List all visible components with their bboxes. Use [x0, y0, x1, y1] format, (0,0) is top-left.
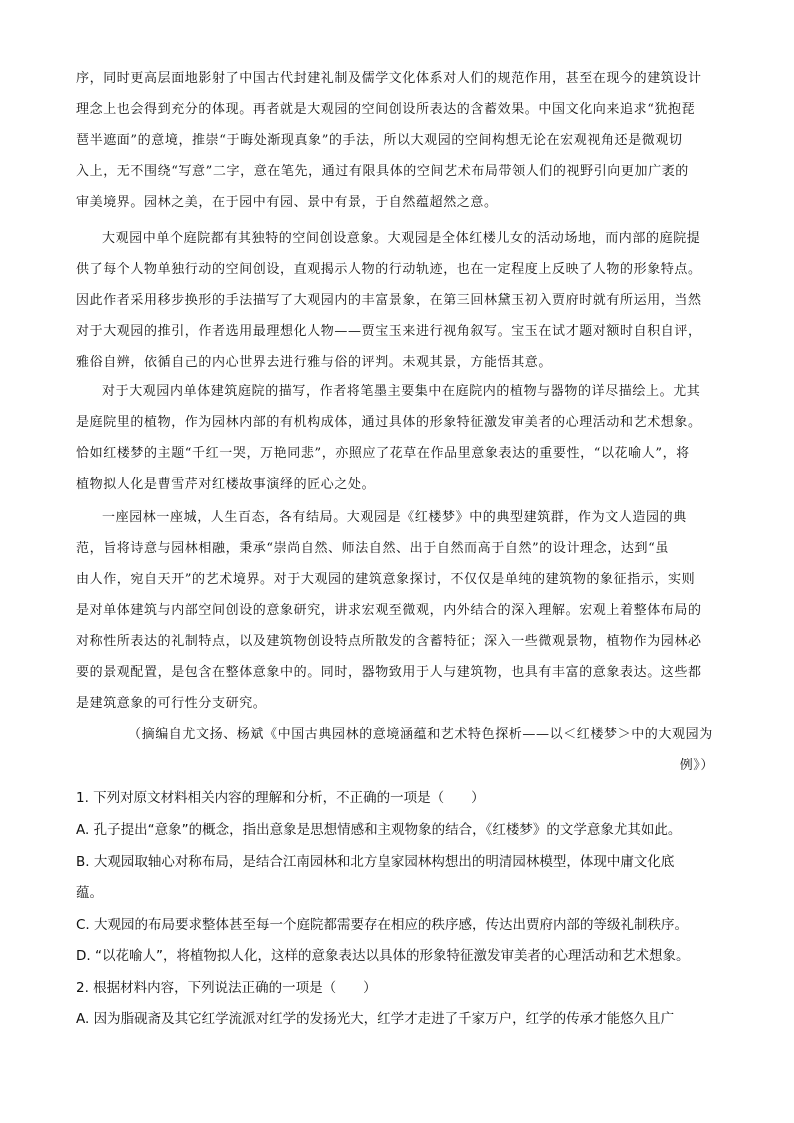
question-1-option-d: D. “以花喻人”，将植物拟人化，这样的意象表达以具体的形象特征激发审美者的心理活动和艺术想象。	[76, 948, 690, 964]
question-2-stem: 2. 根据材料内容，下列说法正确的一项是（ ）	[76, 980, 377, 996]
passage-line: 大观园中单个庭院都有其独特的空间创设意象。大观园是全体红楼儿女的活动场地，而内部的庭院提	[102, 231, 701, 246]
question-1-option-b: B. 大观园取轴心对称布局，是结合江南园林和北方皇家园林构想出的明清园林模型，体现中庸文化底	[76, 854, 675, 870]
passage-line: 恰如红楼梦的主题“千红一哭，万艳同悲”，亦照应了花草在作品里意象表达的重要性，“以花喻人”，将	[76, 446, 690, 461]
passage-line: 对称性所表达的礼制特点，以及建筑物创设特点所散发的含蓄特征；深入一些微观景物，植物作为园林必	[76, 634, 702, 649]
passage-line: 植物拟人化是曹雪芹对红楼故事演绎的匠心之处。	[76, 477, 376, 492]
passage-line: 雅俗自辨，依循自己的内心世界去进行雅与俗的评判。未观其景，方能悟其意。	[76, 355, 553, 370]
question-1-option-b-cont: 蕴。	[76, 885, 103, 901]
source-citation: （摘编自尤文扬、杨斌《中国古典园林的意境涵蕴和艺术特色探析——以＜红楼梦＞中的大观园为	[128, 727, 713, 742]
passage-line: 是对单体建筑与内部空间创设的意象研究，讲求宏观至微观，内外结合的深入理解。宏观上着整体布局的	[76, 603, 702, 618]
passage-line: 琶半遮面”的意境，推崇“于晦处渐现真象”的手法，所以大观园的空间构想无论在宏观视角还是微观切	[76, 133, 683, 148]
passage-line: 是建筑意象的可行性分支研究。	[76, 696, 267, 711]
passage-line: 审美境界。园林之美，在于园中有园、景中有景，于自然蕴超然之意。	[76, 195, 498, 210]
passage-line: 范，旨将诗意与园林相融，秉承“崇尚自然、师法自然、出于自然而高于自然”的设计理念，达到“虽	[76, 541, 669, 556]
passage-line: 供了每个人物单独行动的空间创设，直观揭示人物的行动轨迹，也在一定程度上反映了人物的形象特点。	[76, 262, 702, 277]
passage-line: 一座园林一座城，人生百态，各有结局。大观园是《红楼梦》中的典型建筑群，作为文人造园的典	[102, 510, 687, 525]
question-1-option-a: A. 孔子提出“意象”的概念，指出意象是思想情感和主观物象的结合，《红楼梦》的文学意象尤其如此。	[76, 822, 682, 838]
question-1-stem: 1. 下列对原文材料相关内容的理解和分析，不正确的一项是（ ）	[76, 790, 485, 806]
passage-line: 要的景观配置，是包含在整体意象中的。同时，器物致用于人与建筑物，也具有丰富的意象表达。这些都	[76, 665, 702, 680]
passage-line: 对于大观园内单体建筑庭院的描写，作者将笔墨主要集中在庭院内的植物与器物的详尽描绘上。尤其	[102, 384, 701, 399]
question-2-option-a: A. 因为脂砚斋及其它红学流派对红学的发扬光大，红学才走进了千家万户，红学的传承才能悠久且广	[76, 1011, 675, 1027]
question-1-option-c: C. 大观园的布局要求整体甚至每一个庭院都需要存在相应的秩序感，传达出贾府内部的等级礼制秩序。	[76, 917, 689, 933]
passage-line: 由人作，宛自天开”的艺术境界。对于大观园的建筑意象探讨，不仅仅是单纯的建筑物的象征指示，实则	[76, 572, 696, 587]
passage-line: 对于大观园的推引，作者选用最理想化人物——贾宝玉来进行视角叙写。宝玉在试才题对额时自积自评，	[76, 324, 702, 339]
passage-line: 理念上也会得到充分的体现。再者就是大观园的空间创设所表达的含蓄效果。中国文化向来追求“犹抱琵	[76, 102, 696, 117]
source-citation-end: 例》）	[679, 758, 714, 773]
passage-line: 入上，无不围绕“写意”二字，意在笔先，通过有限具体的空间艺术布局带领人们的视野引向更加广袤的	[76, 164, 689, 179]
passage-line: 序，同时更高层面地影射了中国古代封建礼制及儒学文化体系对人们的规范作用，甚至在现今的建筑设计	[76, 71, 702, 86]
passage-line: 因此作者采用移步换形的手法描写了大观园内的丰富景象，在第三回林黛玉初入贾府时就有所运用，当然	[76, 293, 702, 308]
passage-line: 是庭院里的植物，作为园林内部的有机构成体，通过具体的形象特征激发审美者的心理活动和艺术想象。	[76, 415, 702, 430]
